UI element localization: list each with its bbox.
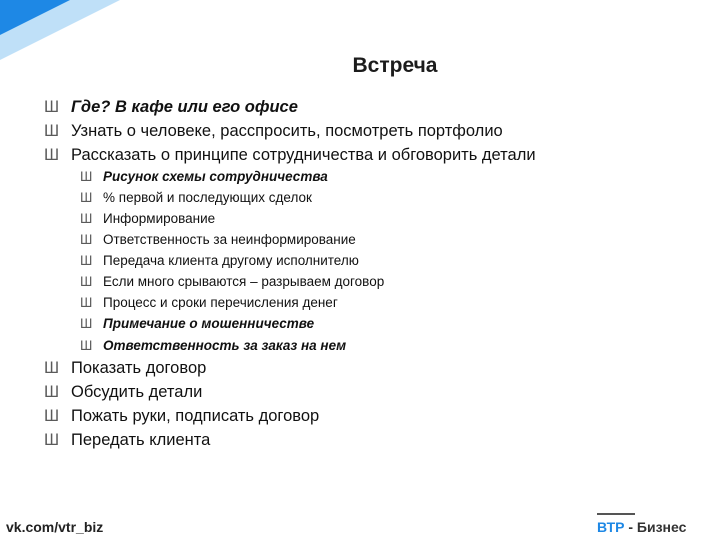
list-item-text: Обсудить детали bbox=[71, 383, 203, 401]
bullet-marker-icon: Ш bbox=[44, 146, 60, 164]
sub-list-item-text: Если много срываются – разрываем договор bbox=[103, 274, 385, 289]
bullet-marker-icon: Ш bbox=[80, 274, 93, 289]
bullet-marker-icon: Ш bbox=[80, 232, 93, 247]
bullet-marker-icon: Ш bbox=[44, 98, 60, 116]
list-item-text: Передать клиента bbox=[71, 431, 211, 449]
footer-brand-rest: - Бизнес bbox=[624, 519, 687, 535]
bullet-marker-icon: Ш bbox=[80, 295, 93, 310]
bullet-marker-icon: Ш bbox=[80, 169, 93, 184]
slide-title-text: Встреча bbox=[352, 54, 438, 77]
bullet-marker-icon: Ш bbox=[44, 431, 60, 449]
bullet-marker-icon: Ш bbox=[44, 359, 60, 377]
bullet-marker-icon: Ш bbox=[80, 211, 93, 226]
footer-vk-link[interactable]: vk.com/vtr_biz bbox=[6, 519, 104, 535]
sub-list-item-text: Примечание о мошенничестве bbox=[103, 316, 315, 331]
bullet-marker-icon: Ш bbox=[80, 190, 93, 205]
bullet-marker-icon: Ш bbox=[80, 316, 93, 331]
sub-list-item-text: % первой и последующих сделок bbox=[103, 190, 312, 205]
bullet-marker-icon: Ш bbox=[44, 407, 60, 425]
sub-list-item-text: Передача клиента другому исполнителю bbox=[103, 253, 359, 268]
list-item-text: Показать договор bbox=[71, 359, 207, 377]
bullet-marker-icon: Ш bbox=[80, 253, 93, 268]
list-item-text: Узнать о человеке, расспросить, посмотреть портфолио bbox=[71, 122, 503, 140]
list-item-text: Где? В кафе или его офисе bbox=[71, 98, 298, 116]
list-item-text: Пожать руки, подписать договор bbox=[71, 407, 320, 425]
sub-list-item-text: Процесс и сроки перечисления денег bbox=[103, 295, 338, 310]
footer-brand bbox=[597, 519, 686, 535]
footer-divider bbox=[597, 513, 635, 515]
sub-list-item-text: Рисунок схемы сотрудничества bbox=[103, 169, 328, 184]
bullet-marker-icon: Ш bbox=[80, 338, 93, 353]
sub-list-item-text: Ответственность за заказ на нем bbox=[103, 338, 347, 353]
list-item-text: Рассказать о принципе сотрудничества и обговорить детали bbox=[71, 146, 536, 164]
sub-list-item-text: Ответственность за неинформирование bbox=[103, 232, 356, 247]
footer-brand-accent: ВТР bbox=[597, 519, 625, 535]
bullet-marker-icon: Ш bbox=[44, 122, 60, 140]
sub-list-item-text: Информирование bbox=[103, 211, 216, 226]
bullet-marker-icon: Ш bbox=[44, 383, 60, 401]
